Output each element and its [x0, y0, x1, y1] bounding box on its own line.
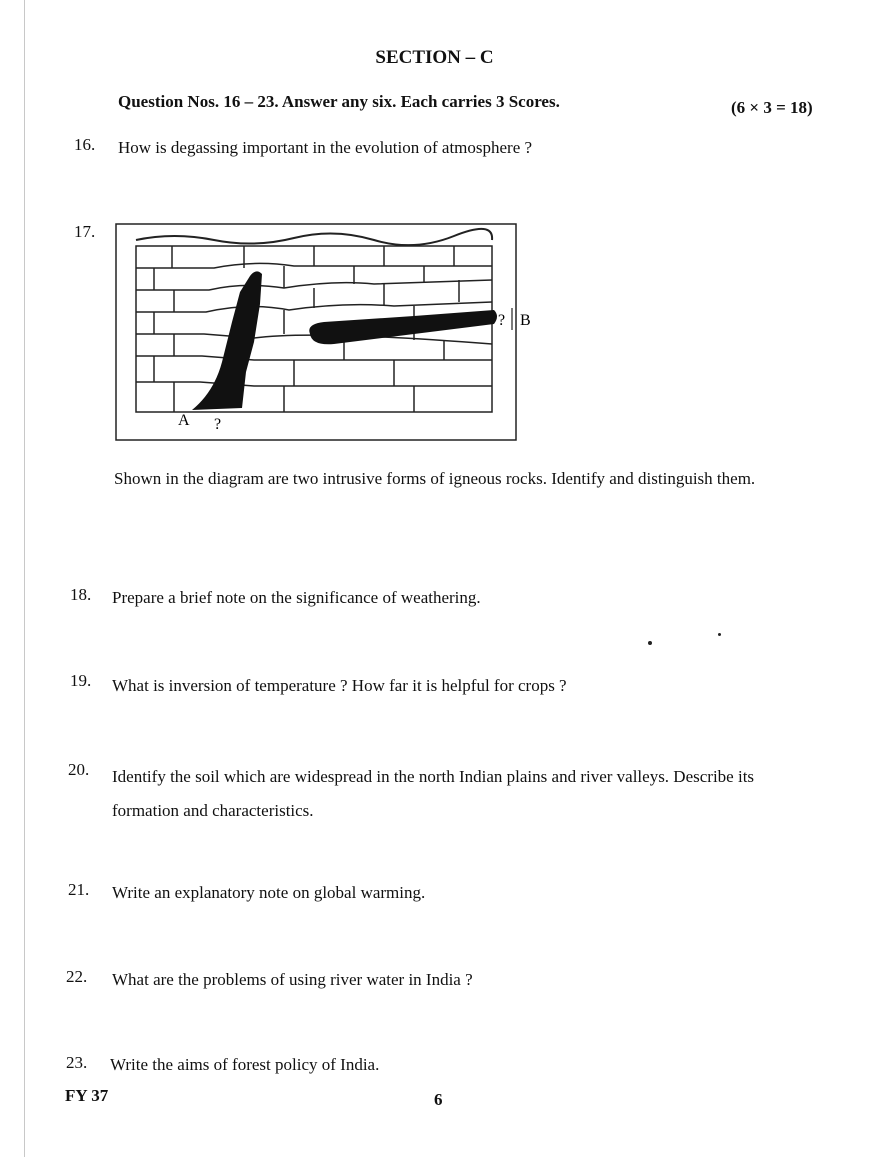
question-text-18: Prepare a brief note on the significance of weathering. — [112, 588, 481, 607]
label-b-question: ? — [498, 312, 506, 329]
igneous-intrusion-diagram — [114, 222, 534, 446]
question-text-19: What is inversion of temperature ? How far it is helpful for crops ? — [112, 676, 567, 695]
label-a: A — [178, 412, 190, 429]
section-instruction: Question Nos. 16 – 23. Answer any six. Each carries 3 Scores. — [118, 92, 560, 111]
question-number-22: 22. — [66, 967, 88, 986]
sill-intrusion-b — [309, 310, 497, 344]
question-text-23: Write the aims of forest policy of India. — [110, 1055, 380, 1074]
section-title: SECTION – C — [375, 47, 494, 68]
question-text-16: How is degassing important in the evolution of atmosphere ? — [118, 138, 533, 157]
question-number-23: 23. — [66, 1053, 88, 1072]
question-text-17: Shown in the diagram are two intrusive forms of igneous rocks. Identify and distinguish them. — [114, 469, 756, 488]
question-number-19: 19. — [70, 671, 92, 690]
question-number-18: 18. — [70, 585, 92, 604]
surface-line — [136, 229, 492, 245]
section-marks: (6 × 3 = 18) — [731, 98, 813, 117]
speck — [648, 641, 652, 645]
dyke-intrusion-a — [192, 271, 262, 410]
question-text-22: What are the problems of using river water in India ? — [112, 970, 473, 989]
page-margin-line — [24, 0, 25, 1157]
paper-code: FY 37 — [65, 1086, 109, 1105]
label-a-question: ? — [214, 416, 222, 433]
question-number-17: 17. — [74, 222, 96, 241]
question-number-20: 20. — [68, 760, 90, 779]
question-text-21: Write an explanatory note on global warming. — [112, 883, 426, 902]
question-text-20: Identify the soil which are widespread in the north Indian plains and river valleys. Describe its formation and characteristics. — [112, 767, 755, 820]
label-b: B — [520, 312, 531, 329]
speck — [718, 633, 721, 636]
page-number: 6 — [434, 1090, 443, 1109]
question-number-16: 16. — [74, 135, 96, 154]
question-number-21: 21. — [68, 880, 90, 899]
